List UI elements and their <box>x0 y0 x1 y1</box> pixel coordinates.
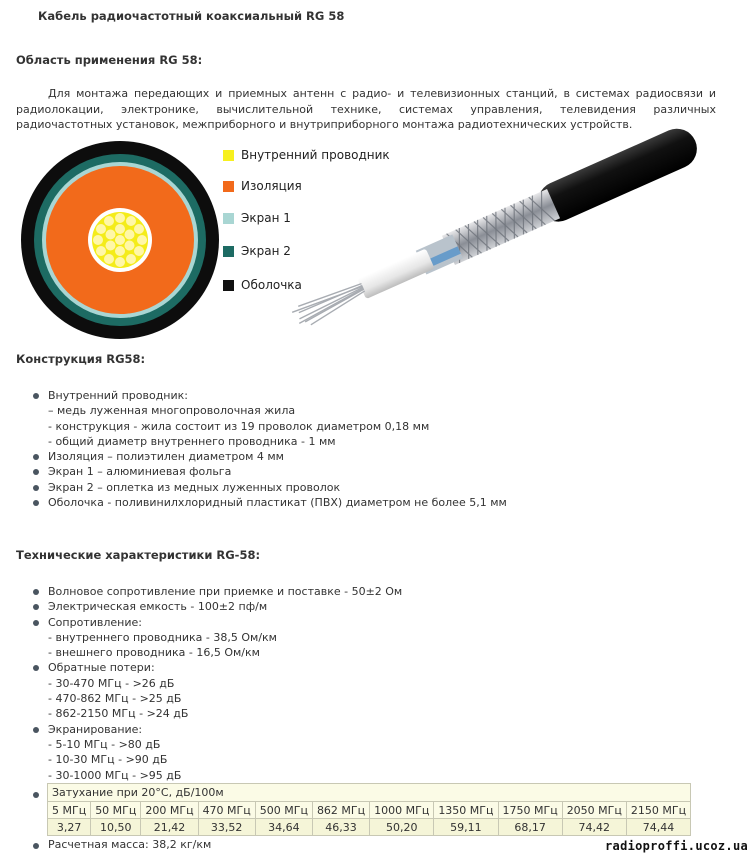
value-cell: 3,27 <box>48 819 91 836</box>
list-item <box>0 660 402 721</box>
table-row <box>48 802 691 819</box>
item-main: Сопротивление: <box>48 615 142 629</box>
item-sub: - 470-862 МГц - >25 дБ <box>48 692 182 706</box>
item-main: Внутренний проводник: <box>48 389 188 402</box>
legend-swatch <box>223 246 234 257</box>
legend-swatch <box>223 280 234 291</box>
specs-heading: Технические характеристики RG-58: <box>16 548 261 562</box>
value-cell: 46,33 <box>312 819 369 836</box>
bullet-icon <box>33 843 39 849</box>
value-cell: 10,50 <box>91 819 141 836</box>
value-cell: 21,42 <box>141 819 198 836</box>
construction-heading: Конструкция RG58: <box>16 352 146 366</box>
construction-list <box>0 388 507 510</box>
cable-cross-section <box>20 140 220 340</box>
item-main: Электрическая емкость - 100±2 пф/м <box>48 600 268 614</box>
list-item <box>0 722 402 783</box>
legend-swatch <box>223 213 234 224</box>
value-cell: 68,17 <box>498 819 562 836</box>
bullet-icon <box>33 620 39 626</box>
attenuation-title: Затухание при 20°С, дБ/100м <box>48 784 691 802</box>
page-title: Кабель радиочастотный коаксиальный RG 58 <box>38 9 345 23</box>
freq-cell: 1750 МГц <box>498 802 562 819</box>
list-item <box>0 599 402 614</box>
attenuation-table <box>47 783 691 836</box>
bullet-icon <box>33 500 39 506</box>
freq-cell: 200 МГц <box>141 802 198 819</box>
value-cell: 34,64 <box>255 819 312 836</box>
freq-cell: 5 МГц <box>48 802 91 819</box>
bullet-icon <box>33 792 39 798</box>
bullet-icon <box>33 727 39 733</box>
item-sub: - конструкция - жила состоит из 19 проволок диаметром 0,18 мм <box>48 419 430 433</box>
list-item <box>0 584 402 599</box>
bullet-icon <box>33 485 39 491</box>
legend-label: Внутренний проводник <box>241 148 390 162</box>
list-item <box>0 615 402 661</box>
list-item <box>0 464 507 479</box>
freq-cell: 500 МГц <box>255 802 312 819</box>
item-main: Экран 1 – алюминиевая фольга <box>48 465 232 479</box>
freq-cell: 2150 МГц <box>626 802 690 819</box>
value-cell: 50,20 <box>370 819 434 836</box>
legend-label: Оболочка <box>241 278 302 292</box>
freq-cell: 470 МГц <box>198 802 255 819</box>
item-sub: - внешнего проводника - 16,5 Ом/км <box>48 646 260 660</box>
value-cell: 33,52 <box>198 819 255 836</box>
item-main: Обратные потери: <box>48 661 155 675</box>
legend-label: Изоляция <box>241 179 302 193</box>
legend-label: Экран 1 <box>241 211 291 225</box>
application-heading: Область применения RG 58: <box>16 53 203 67</box>
insulation-segment <box>357 248 434 299</box>
table-title-row <box>48 784 691 802</box>
bullet-icon <box>33 393 39 399</box>
item-main: Волновое сопротивление при приемке и поставке - 50±2 Ом <box>48 585 403 598</box>
item-sub: - 10-30 МГц - >90 дБ <box>48 753 168 767</box>
list-item <box>0 480 507 495</box>
item-sub: - 30-470 МГц - >26 дБ <box>48 676 175 690</box>
table-row <box>48 819 691 836</box>
item-main: Оболочка - поливинилхлоридный пластикат (ПВХ) диаметром не более 5,1 мм <box>48 496 507 510</box>
list-item <box>0 388 507 449</box>
bullet-icon <box>33 665 39 671</box>
bullet-icon <box>33 604 39 610</box>
item-sub: - общий диаметр внутреннего проводника - 1 мм <box>48 434 336 448</box>
item-sub: – медь луженная многопроволочная жила <box>48 404 296 418</box>
conductor-strands-photo <box>291 279 368 330</box>
watermark: radioproffi.ucoz.ua <box>605 839 748 853</box>
freq-cell: 2050 МГц <box>562 802 626 819</box>
legend-swatch <box>223 150 234 161</box>
mass-text: Расчетная масса: 38,2 кг/км <box>48 838 212 851</box>
freq-cell: 1000 МГц <box>370 802 434 819</box>
item-main: Экранирование: <box>48 722 143 736</box>
bullet-icon <box>33 454 39 460</box>
item-sub: - 5-10 МГц - >80 дБ <box>48 737 161 751</box>
item-sub: - внутреннего проводника - 38,5 Ом/км <box>48 630 277 644</box>
freq-cell: 1350 МГц <box>434 802 498 819</box>
item-main: Изоляция – полиэтилен диаметром 4 мм <box>48 450 284 464</box>
item-sub: - 30-1000 МГц - >95 дБ <box>48 768 182 782</box>
value-cell: 74,44 <box>626 819 690 836</box>
legend-label: Экран 2 <box>241 244 291 258</box>
value-cell: 59,11 <box>434 819 498 836</box>
bullet-icon <box>33 589 39 595</box>
specs-list <box>0 584 402 783</box>
application-text: Для монтажа передающих и приемных антенн с радио- и телевизионных станций, в системах радиосвязи и радиолокации, электронике, вычислительной технике, системах управления, телевидения различных радиочастотных установок, межприборного и внутриприборного монтажа радиотехнических устройств. <box>16 87 716 131</box>
freq-cell: 50 МГц <box>91 802 141 819</box>
list-item <box>0 449 507 464</box>
item-main: Экран 2 – оплетка из медных луженных проволок <box>48 480 341 494</box>
cable-photo <box>255 128 725 338</box>
freq-cell: 862 МГц <box>312 802 369 819</box>
bullet-icon <box>33 469 39 475</box>
value-cell: 74,42 <box>562 819 626 836</box>
list-item <box>0 495 507 510</box>
item-sub: - 862-2150 МГц - >24 дБ <box>48 707 189 721</box>
legend-swatch <box>223 181 234 192</box>
